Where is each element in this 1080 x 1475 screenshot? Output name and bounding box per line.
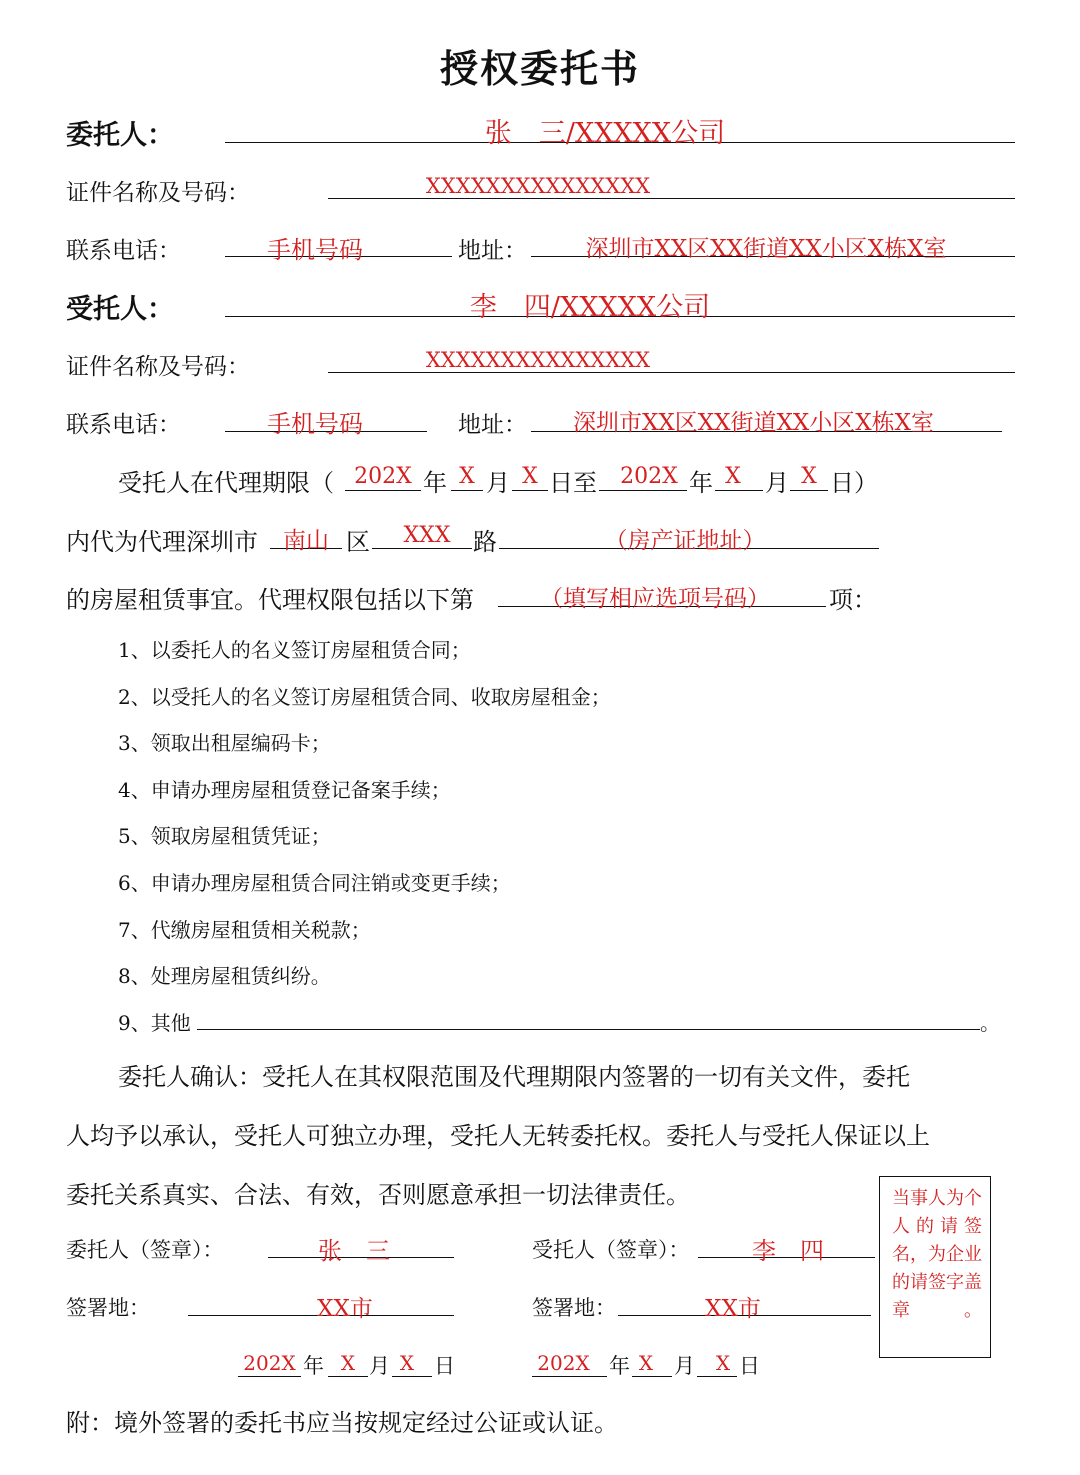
agent-name-field[interactable]: 李 四/XXXXX公司	[469, 292, 711, 323]
list-item-other: 9、其他	[118, 1011, 191, 1035]
start-day-field[interactable]: X	[522, 464, 538, 489]
confirm-line-3: 委托关系真实、合法、有效，否则愿意承担一切法律责任。	[66, 1181, 690, 1209]
principal-date-day-line	[392, 1376, 432, 1377]
list-item: 8、处理房屋租赁纠纷。	[118, 964, 331, 988]
year-char-2: 年	[689, 469, 713, 497]
list-item: 1、以委托人的名义签订房屋租赁合同；	[118, 638, 471, 662]
principal-label: 委托人：	[66, 120, 174, 151]
principal-signature-label: 委托人（签章）：	[66, 1238, 224, 1262]
signature-note-box: 当事人为个人的请签名，为企业的请签字盖章。	[879, 1176, 991, 1358]
principal-signature-field[interactable]: 张 三	[318, 1237, 390, 1265]
property-prefix: 内代为代理深圳市	[66, 528, 258, 556]
list-item: 2、以受托人的名义签订房屋租赁合同、收取房屋租金；	[118, 685, 611, 709]
principal-name-field[interactable]: 张 三/XXXXX公司	[484, 118, 726, 149]
principal-date-day-char: 日	[434, 1354, 455, 1378]
other-end: 。	[980, 1011, 1000, 1035]
agent-date-year-char: 年	[609, 1354, 630, 1378]
agent-label: 受托人：	[66, 294, 174, 325]
other-line[interactable]	[197, 1029, 980, 1030]
end-day-line	[790, 490, 828, 491]
agent-place-field[interactable]: XX市	[705, 1296, 761, 1322]
end-month-field[interactable]: X	[725, 464, 741, 489]
document-title: 授权委托书	[439, 46, 640, 91]
principal-date-month-char: 月	[369, 1354, 390, 1378]
month-char: 月	[486, 469, 510, 497]
principal-id-line	[328, 198, 1015, 199]
agent-date-month-line	[632, 1376, 672, 1377]
agent-signature-label: 受托人（签章）：	[532, 1238, 690, 1262]
period-prefix: 受托人在代理期限（	[118, 469, 334, 497]
agent-address-label: 地址：	[458, 412, 527, 438]
principal-address-field[interactable]: 深圳市XX区XX街道XX小区X栋X室	[585, 236, 947, 262]
agent-id-label: 证件名称及号码：	[66, 354, 250, 380]
end-year-line	[599, 490, 687, 491]
agent-date-day-line	[697, 1376, 737, 1377]
agent-date-day[interactable]: X	[715, 1351, 731, 1375]
scope-prefix: 的房屋租赁事宜。代理权限包括以下第	[66, 586, 474, 614]
start-year-field[interactable]: 202X	[354, 464, 412, 489]
list-item: 4、申请办理房屋租赁登记备案手续；	[118, 778, 451, 802]
district-field[interactable]: 南山	[283, 528, 329, 554]
principal-date-year-char: 年	[303, 1354, 324, 1378]
principal-date-month[interactable]: X	[340, 1351, 356, 1375]
agent-address-field[interactable]: 深圳市XX区XX街道XX小区X栋X室	[573, 410, 934, 436]
principal-date-day[interactable]: X	[399, 1351, 415, 1375]
agent-phone-field[interactable]: 手机号码	[267, 410, 363, 438]
confirm-line-2: 人均予以承认，受托人可独立办理，受托人无转委托权。委托人与受托人保证以上	[66, 1122, 930, 1150]
agent-date-day-char: 日	[739, 1354, 760, 1378]
principal-phone-label: 联系电话：	[66, 238, 181, 264]
end-day-field[interactable]: X	[801, 464, 817, 489]
start-day-line	[512, 490, 548, 491]
agent-date-month-char: 月	[674, 1354, 695, 1378]
end-month-line	[715, 490, 763, 491]
principal-date-month-line	[328, 1376, 368, 1377]
agent-id-line	[328, 372, 1015, 373]
list-item: 3、领取出租屋编码卡；	[118, 731, 331, 755]
principal-phone-field[interactable]: 手机号码	[267, 236, 363, 264]
list-item: 6、申请办理房屋租赁合同注销或变更手续；	[118, 871, 511, 895]
principal-id-label: 证件名称及号码：	[66, 180, 250, 206]
district-char: 区	[346, 528, 370, 556]
agent-date-year[interactable]: 202X	[537, 1351, 590, 1375]
principal-place-field[interactable]: XX市	[317, 1296, 373, 1322]
day-to-text: 日至	[549, 469, 597, 497]
footnote: 附：境外签署的委托书应当按规定经过公证或认证。	[66, 1409, 618, 1437]
month-char-2: 月	[765, 469, 789, 497]
end-year-field[interactable]: 202X	[620, 464, 678, 489]
start-year-line	[345, 490, 421, 491]
agent-place-label: 签署地：	[532, 1296, 616, 1320]
agent-phone-label: 联系电话：	[66, 412, 181, 438]
agent-date-year-line	[532, 1376, 607, 1377]
principal-place-label: 签署地：	[66, 1296, 150, 1320]
road-line	[372, 548, 472, 549]
road-field[interactable]: XXX	[403, 523, 451, 548]
scope-suffix: 项：	[829, 586, 877, 614]
list-item: 7、代缴房屋租赁相关税款；	[118, 918, 371, 942]
agent-date-month[interactable]: X	[638, 1351, 654, 1375]
principal-date-year[interactable]: 202X	[243, 1351, 296, 1375]
list-item: 5、领取房屋租赁凭证；	[118, 824, 331, 848]
year-char: 年	[423, 469, 447, 497]
scope-options-field[interactable]: （填写相应选项号码）	[540, 586, 770, 612]
principal-date-year-line	[238, 1376, 301, 1377]
confirm-line-1: 委托人确认：受托人在其权限范围及代理期限内签署的一切有关文件，委托	[118, 1063, 910, 1091]
start-month-field[interactable]: X	[459, 464, 475, 489]
principal-id-field[interactable]: XXXXXXXXXXXXXXX	[425, 174, 651, 198]
principal-address-label: 地址：	[458, 238, 527, 264]
period-suffix: 日）	[830, 469, 878, 497]
agent-id-field[interactable]: XXXXXXXXXXXXXXX	[425, 348, 651, 372]
agent-signature-field[interactable]: 李 四	[752, 1237, 824, 1265]
property-address-field[interactable]: （房产证地址）	[604, 528, 766, 554]
road-char: 路	[473, 528, 497, 556]
start-month-line	[451, 490, 483, 491]
